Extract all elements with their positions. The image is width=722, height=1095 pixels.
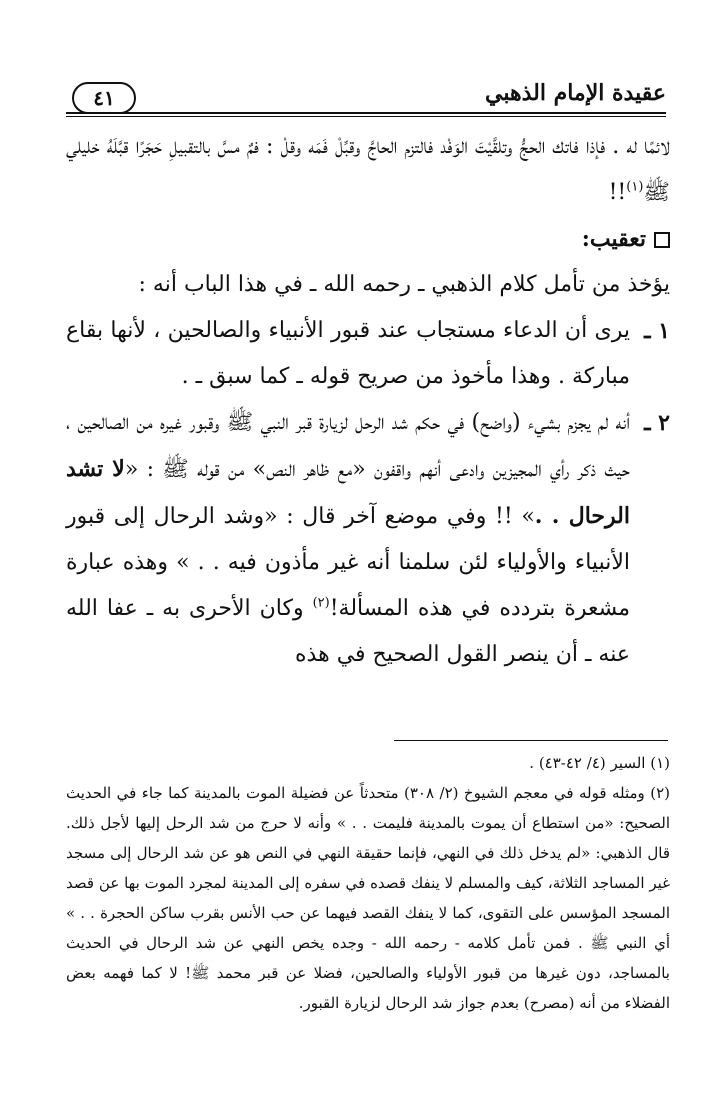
intro-end: !! xyxy=(608,180,627,205)
intro-text: لائمًا له . فإذا فاتك الحجُّ وتلقَّيْتَ الوَفْد فالتزم الحاجَّ وقبِّلْ فَمَه وقلْ : فمٌ مسَّ بالتقبيلِ حَجَرًا قبَّلَهُ خليلي ﷺ xyxy=(66,134,670,205)
footnote-ref-2: (٢) xyxy=(312,595,330,611)
running-title: عقيدة الإمام الذهبي xyxy=(485,80,666,106)
intro-paragraph xyxy=(66,124,670,216)
list-item-number: ٢ ـ xyxy=(644,410,670,436)
list-item-text-a: أنه لم يجزم بشيء (واضح) في حكم شد الرحل لزيارة قبر النبي ﷺ وقبور غيره من الصالحين ، حيث ذكر رأي المجيزين وادعى أنهم واقفون «مع ظاهر النص» من قوله ﷺ : « xyxy=(66,410,630,482)
footnote-ref: (١) xyxy=(650,754,670,772)
list-item xyxy=(66,308,670,400)
footnote-text: السير (٤/ ٤٢-٤٣) . xyxy=(529,754,646,772)
list-item-text: يرى أن الدعاء مستجاب عند قبور الأنبياء والصالحين ، لأنها بقاع مباركة . وهذا مأخوذ من صريح قوله ـ كما سبق ـ . xyxy=(66,318,630,389)
footnote xyxy=(66,778,670,1018)
footnote-ref: (٢) xyxy=(650,784,670,802)
square-bullet-icon xyxy=(654,232,670,248)
section-heading xyxy=(66,216,670,262)
footnote-text: ومثله قوله في معجم الشيوخ (٢/ ٣٠٨) متحدثاً عن فضيلة الموت بالمدينة كما جاء في الحديث الصحيح: «من استطاع أن يموت بالمدينة فليمت . . » وأنه لا حرج من شد الرحل إليها لأجل ذلك. قال الذهبي: «لم يدخل ذلك في النهي، فإنما حقيقة النهي في النص هو عن شد الرحال إلى مسجد غير المساجد الثلاثة، كيف والمسلم لا ينفك قصده في سفره إلى المدينة لمجرد الموت بها عن قصد المسجد المؤسس على التقوى، كما لا ينفك القصد فيهما عن حب الأنس بقرب ساكن الحجرة . . » أي النبي ﷺ . فمن تأمل كلامه - رحمه الله - وجده يخص النهي عن شد الرحال في الحديث بالمساجد، دون غيرها من قبور الأولياء والصالحين، فضلا عن قبر محمد ﷺ! لا كما فهمه بعض الفضلاء من أنه (مصرح) بعدم جواز شد الرحال لزيارة القبور. xyxy=(66,784,670,1012)
main-text xyxy=(66,124,670,678)
section-heading-text: تعقيب: xyxy=(581,226,646,252)
hadith-quote: لا تشد الرحال . . xyxy=(66,456,630,529)
page-number: ٤١ xyxy=(72,82,136,114)
list-item-text-b: » !! وفي موضع آخر قال : «وشد الرحال إلى قبور الأنبياء والأولياء لئن سلمنا أنه غير مأذون فيه . . » وهذه عبارة مشعرة بتردده في هذه المسألة! xyxy=(66,504,630,621)
list-item xyxy=(66,400,670,678)
page-header xyxy=(66,80,666,120)
list-item-text-c: وكان الأحرى به ـ عفا الله عنه ـ أن ينصر القول الصحيح في هذه xyxy=(66,596,630,667)
footnote-separator xyxy=(394,740,668,741)
footnote-ref-1: (١) xyxy=(626,179,644,195)
footnote xyxy=(66,748,670,778)
header-rule xyxy=(66,112,666,117)
list-item-number: ١ ـ xyxy=(644,318,670,344)
footnotes xyxy=(66,748,670,1018)
lead-in: يؤخذ من تأمل كلام الذهبي ـ رحمه الله ـ في هذا الباب أنه : xyxy=(138,272,670,297)
